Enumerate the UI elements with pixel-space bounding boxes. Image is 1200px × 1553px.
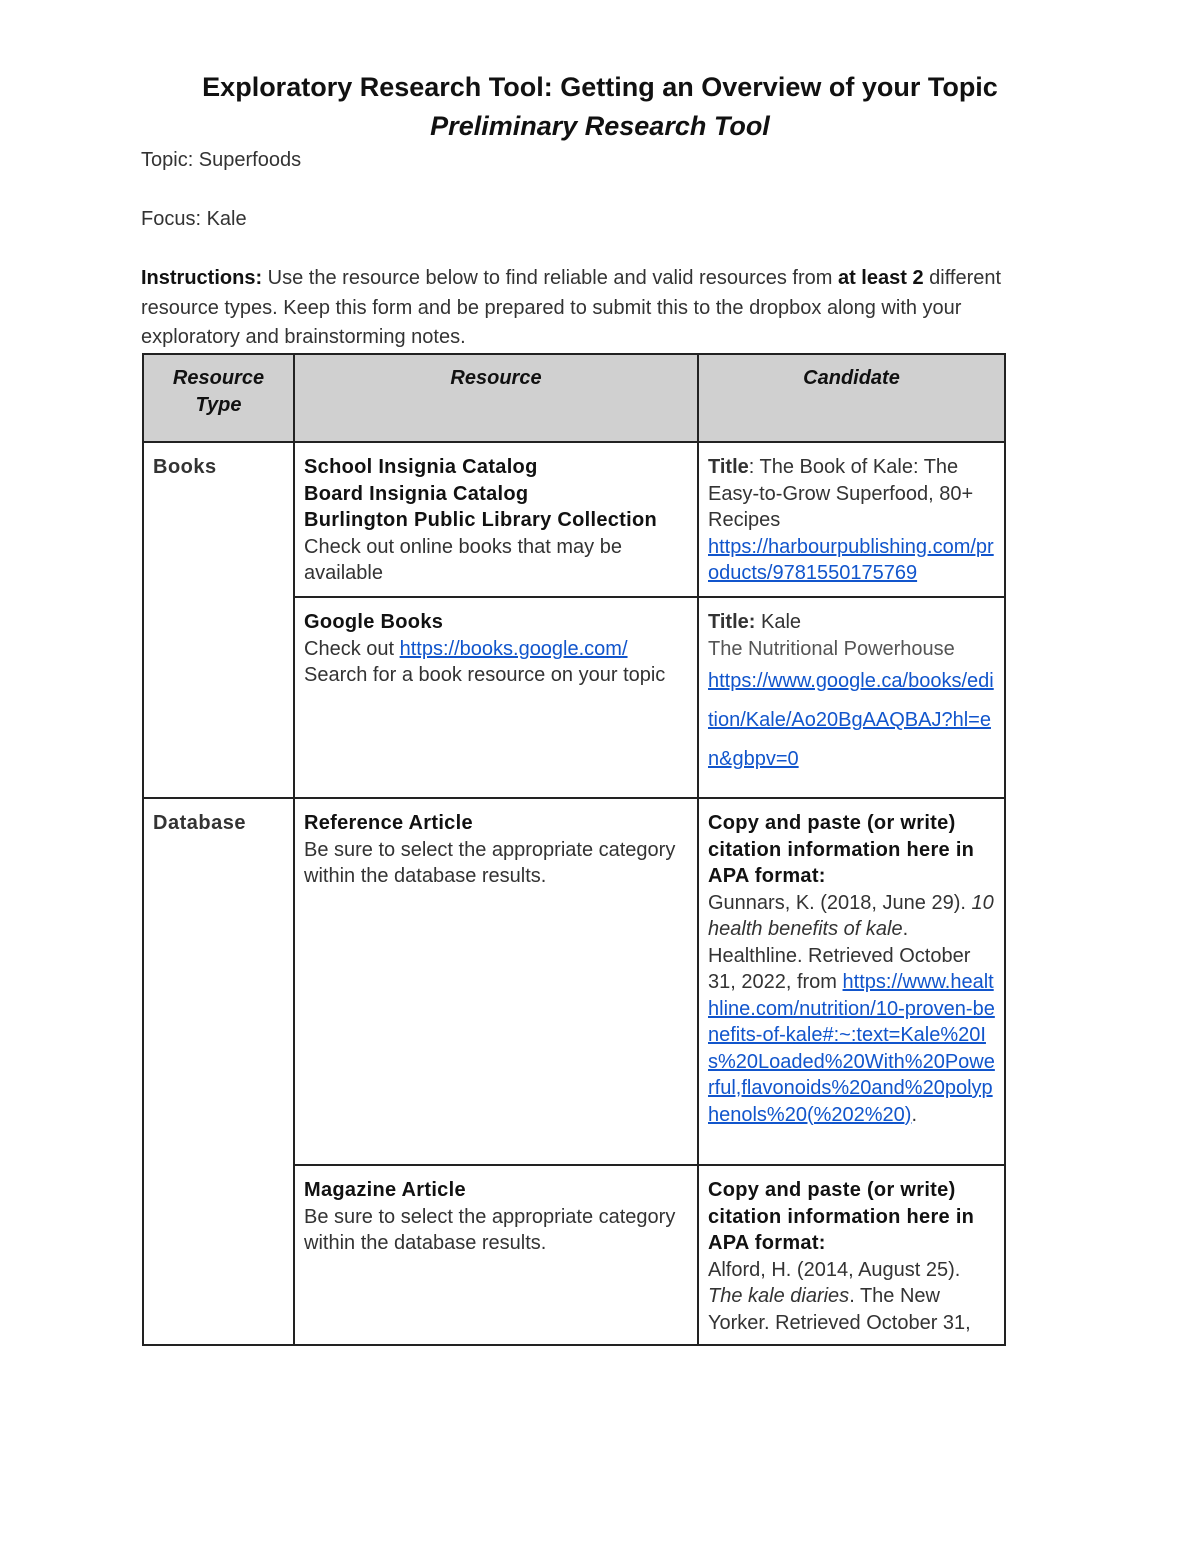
citation-text [708,890,996,1129]
resource-public-library: Burlington Public Library Collection [304,509,658,531]
candidate-cell [698,798,1005,1165]
resource-type-label: Database [153,812,246,834]
resource-board-catalog: Board Insignia Catalog [304,482,529,505]
instructions-label: Instructions: [141,267,263,289]
candidate-title-text: : The Book of Kale: The Easy-to-Grow Superfood, 80+ Recipes [708,456,974,531]
resource-reference-article: Reference Article [304,812,473,834]
citation-author: Alford, H. (2014, August 25). [708,1258,961,1281]
check-out-text: Check out [304,637,400,660]
header-candidate: Candidate [698,354,1005,442]
citation-instructions: Copy and paste (or write) citation information here in APA format: [708,1179,975,1254]
table-header-row [143,354,1005,442]
resource-type-label: Books [153,456,217,478]
citation-author: Gunnars, K. (2018, June 29). [708,891,972,914]
candidate-title [708,609,996,636]
resource-description: Search for a book resource on your topic [304,664,666,686]
citation-title: The kale diaries [708,1285,850,1307]
citation-instructions: Copy and paste (or write) citation information here in APA format: [708,812,975,887]
citation-text [708,1257,996,1337]
candidate-cell [698,597,1005,798]
header-resource: Resource [294,354,698,442]
citation-title: 10 health benefits of kale [708,891,994,940]
candidate-subtitle: The Nutritional Powerhouse [708,637,955,660]
candidate-title-label: Title [708,456,749,478]
resource-google-books: Google Books [304,611,444,633]
instructions-emphasis: at least 2 [837,267,924,289]
resource-check-out [304,636,689,663]
resource-cell [294,442,698,597]
citation-end: . [911,1103,918,1126]
candidate-title-text: Kale [755,611,802,633]
research-table [142,353,1006,1346]
google-books-link[interactable]: https://books.google.com/ [399,637,628,660]
citation-source: . Healthline. Retrieved October 31, 2022, from [708,918,971,993]
instructions-text-1: Use the resource below to find reliable and valid resources from [262,267,838,289]
candidate-title [708,454,996,534]
resource-description: Be sure to select the appropriate category within the database results. [304,1205,676,1254]
citation-link[interactable]: https://www.healthline.com/nutrition/10-proven-benefits-of-kale#:~:text=Kale%20Is%20Loaded%20With%20Powerful,flavonoids%20and%20polyphenols%20(%202%20) [708,971,995,1126]
resource-type-database [143,798,294,1345]
resource-cell [294,1165,698,1345]
table-row [143,442,1005,597]
topic-line: Topic: Superfoods [141,149,302,171]
resource-description: Be sure to select the appropriate category within the database results. [304,838,676,887]
citation-source: . The New Yorker. Retrieved October 31, [708,1285,971,1334]
resource-description: Check out online books that may be available [304,535,622,584]
resource-type-books [143,442,294,798]
table-row [143,798,1005,1165]
instructions-paragraph [141,264,1041,353]
candidate-title-label: Title: [708,611,756,633]
resource-cell [294,798,698,1165]
candidate-cell [698,442,1005,597]
header-resource-type: Resource Type [143,354,294,442]
candidate-link[interactable]: https://www.google.ca/books/edition/Kale/Ao20BgAAQBAJ?hl=en&gbpv=0 [708,670,994,770]
focus-line: Focus: Kale [141,208,247,230]
document-title: Exploratory Research Tool: Getting an Overview of your Topic [202,72,998,102]
resource-cell [294,597,698,798]
document-subtitle: Preliminary Research Tool [430,111,770,141]
instructions-text-2: different resource types. Keep this form and be prepared to submit this to the dropbox along with your exploratory and brainstorming notes. [141,267,1002,348]
candidate-cell [698,1165,1005,1345]
resource-magazine-article: Magazine Article [304,1179,466,1201]
resource-school-catalog: School Insignia Catalog [304,456,538,478]
candidate-link[interactable]: https://harbourpublishing.com/products/9781550175769 [708,535,994,584]
